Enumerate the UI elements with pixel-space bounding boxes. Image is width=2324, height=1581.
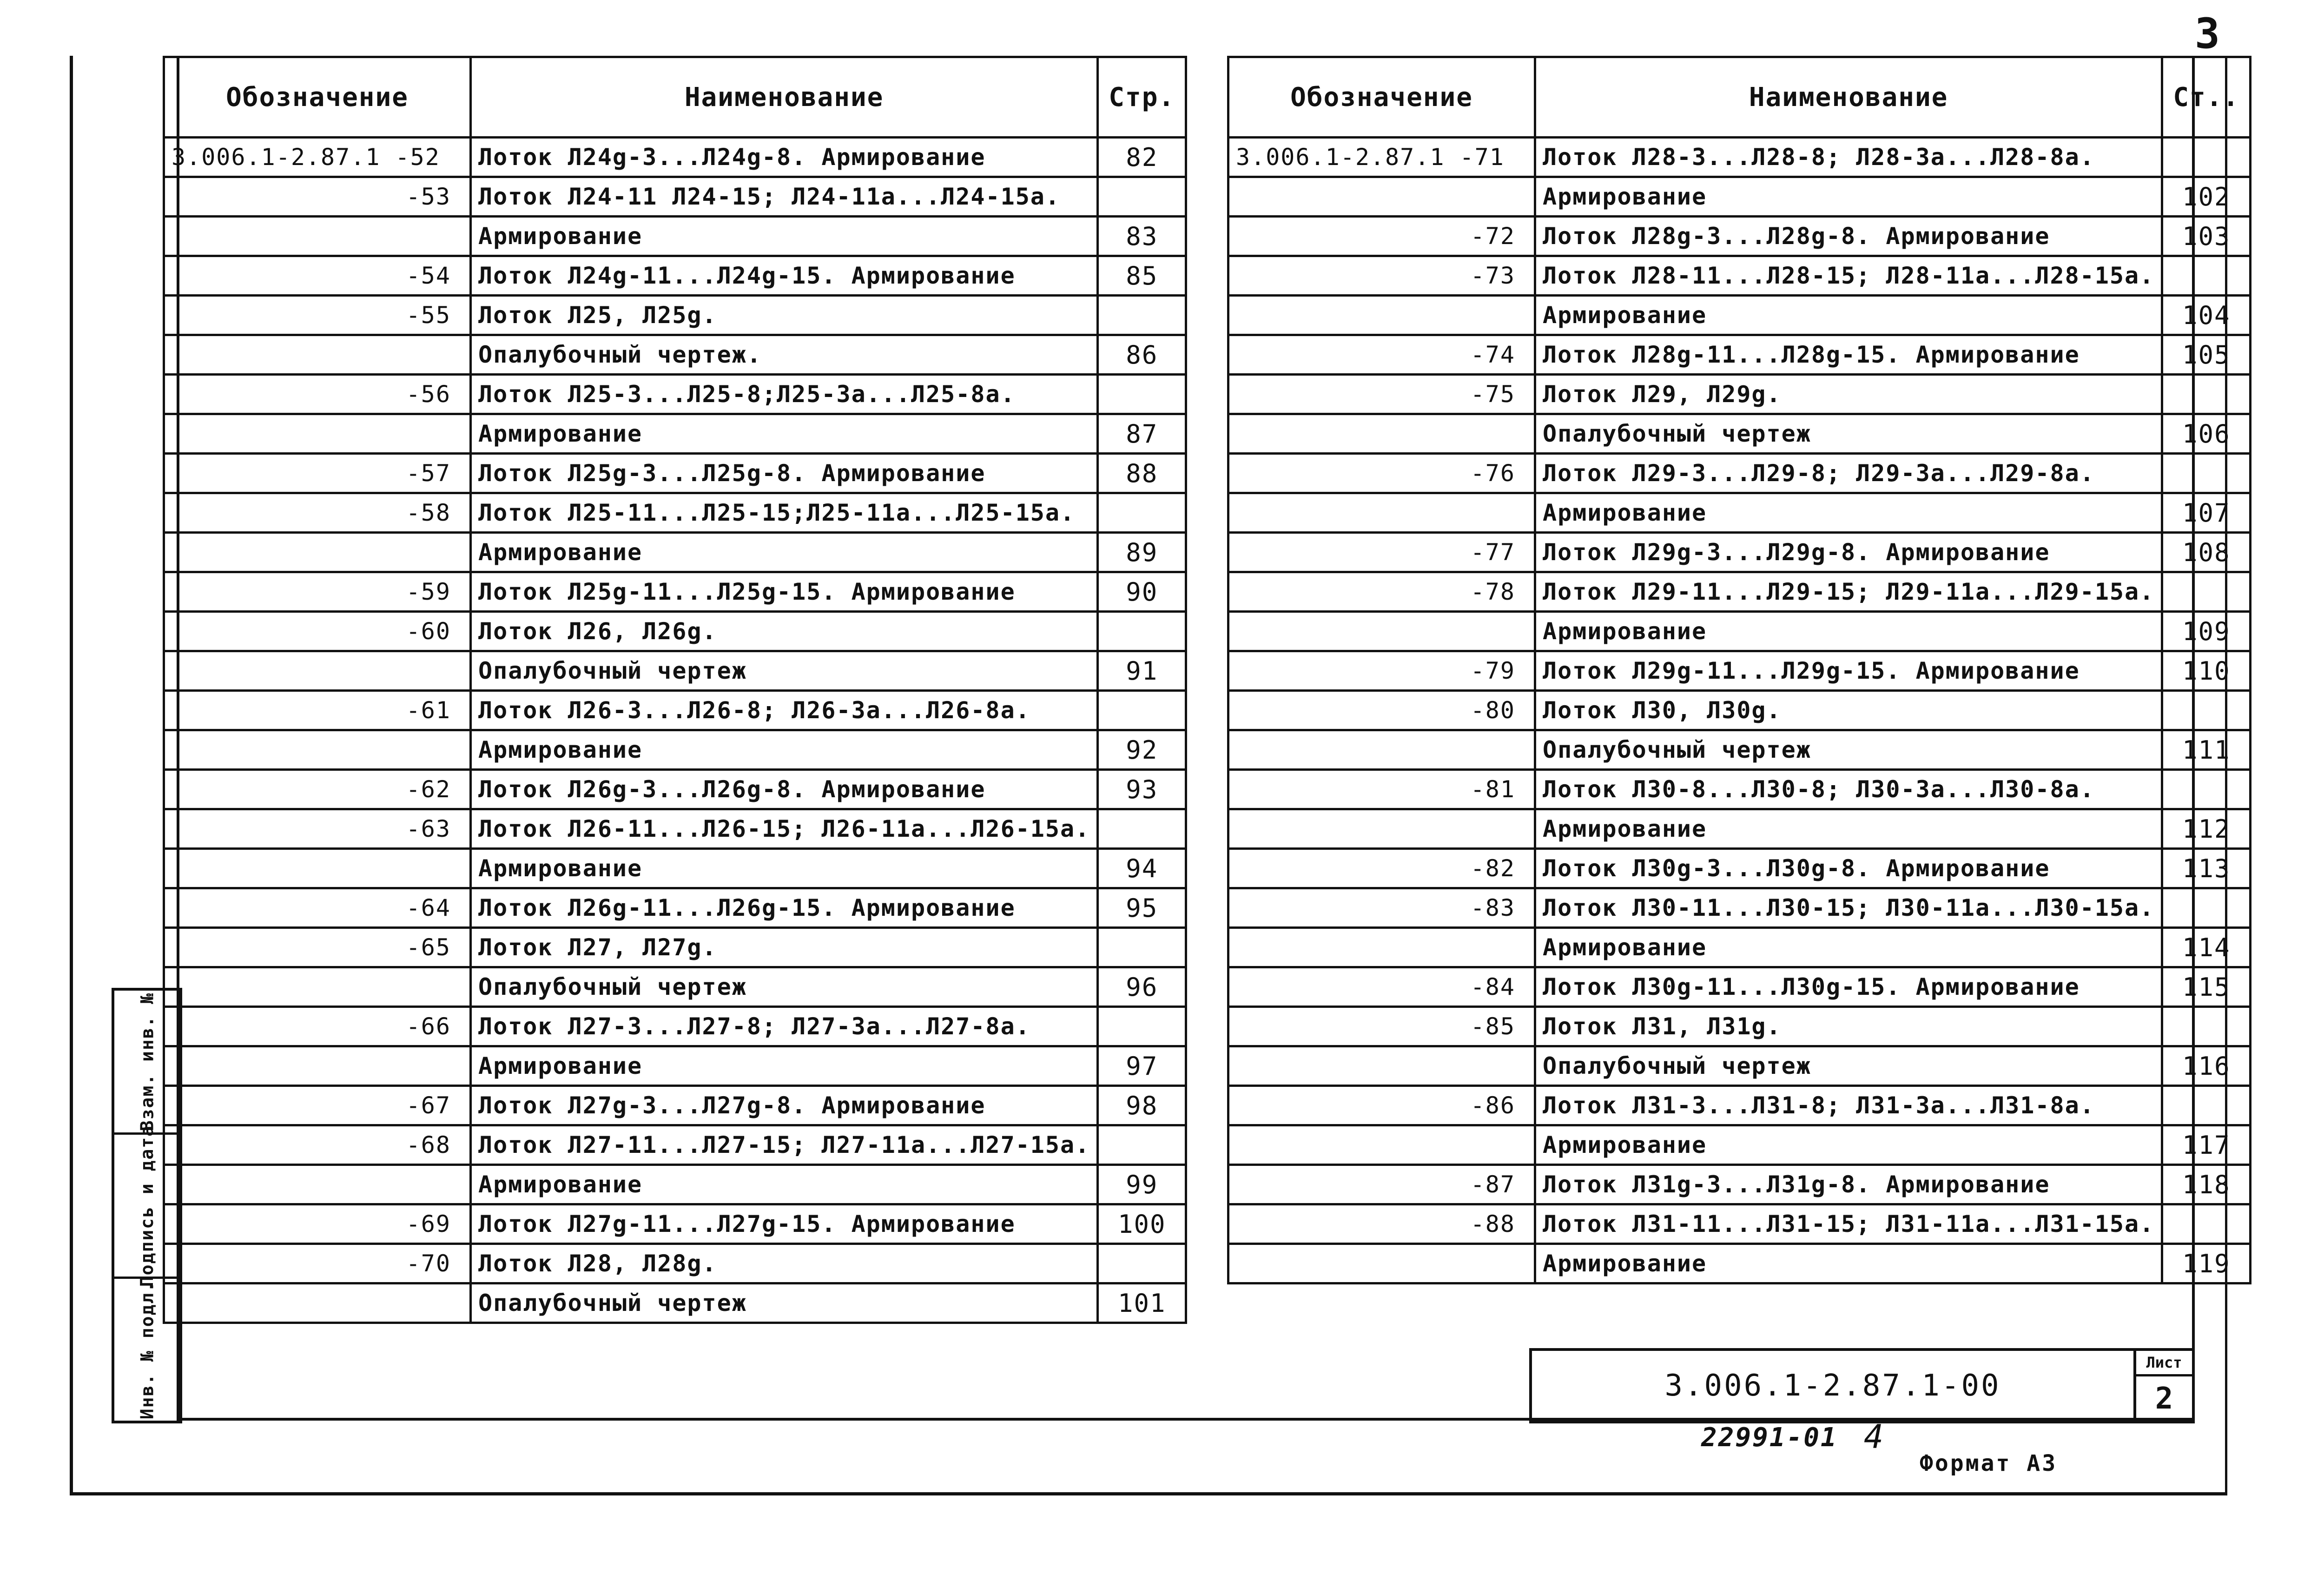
row-code <box>164 849 471 888</box>
row-name: Лоток Л27-11...Л27-15; Л27-11а...Л27-15а. <box>471 1125 1098 1165</box>
row-code: -70 <box>164 1244 471 1283</box>
row-code: -74 <box>1228 335 1535 375</box>
row-code: -73 <box>1228 256 1535 296</box>
row-code <box>1228 928 1535 967</box>
row-page: 111 <box>2162 730 2251 770</box>
row-code <box>1228 1244 1535 1283</box>
stamp-cell-signature-date <box>114 1125 179 1287</box>
row-page: 106 <box>2162 414 2251 454</box>
row-code <box>164 967 471 1007</box>
table-row <box>1228 296 2251 335</box>
row-page: 107 <box>2162 493 2251 533</box>
table-row <box>1228 572 2251 612</box>
table-row <box>164 730 1186 770</box>
stamp-label: Взам. инв. № <box>137 992 158 1131</box>
row-page <box>2162 454 2251 493</box>
row-code <box>1228 1125 1535 1165</box>
row-name: Лоток Л28-3...Л28-8; Л28-3а...Л28-8а. <box>1535 138 2162 177</box>
row-page <box>2162 572 2251 612</box>
table-row <box>164 217 1186 256</box>
row-page: 119 <box>2162 1244 2251 1283</box>
table-row <box>164 256 1186 296</box>
row-code <box>164 217 471 256</box>
row-code: -69 <box>164 1204 471 1244</box>
row-page: 83 <box>1098 217 1186 256</box>
table-row <box>1228 375 2251 414</box>
row-name: Лоток Л27g-3...Л27g-8. Армирование <box>471 1086 1098 1125</box>
row-page: 87 <box>1098 414 1186 454</box>
row-page <box>1098 493 1186 533</box>
table-row <box>1228 493 2251 533</box>
table-row <box>1228 533 2251 572</box>
table-row <box>164 296 1186 335</box>
table-row <box>1228 217 2251 256</box>
row-page: 98 <box>1098 1086 1186 1125</box>
row-code: -58 <box>164 493 471 533</box>
row-page <box>2162 691 2251 730</box>
row-page: 89 <box>1098 533 1186 572</box>
table-row <box>1228 177 2251 217</box>
row-page <box>2162 375 2251 414</box>
row-page: 101 <box>1098 1283 1186 1323</box>
row-page <box>1098 1244 1186 1283</box>
stamp-cell-replaced-inv <box>114 991 179 1135</box>
table-row <box>1228 1204 2251 1244</box>
row-name: Лоток Л28g-3...Л28g-8. Армирование <box>1535 217 2162 256</box>
row-name: Армирование <box>1535 928 2162 967</box>
row-page <box>2162 1007 2251 1046</box>
row-name: Лоток Л30, Л30g. <box>1535 691 2162 730</box>
row-name: Лоток Л24g-11...Л24g-15. Армирование <box>471 256 1098 296</box>
table-row <box>164 1244 1186 1283</box>
row-name: Армирование <box>471 730 1098 770</box>
table-row <box>164 1046 1186 1086</box>
row-page <box>2162 1086 2251 1125</box>
row-page: 105 <box>2162 335 2251 375</box>
row-name: Лоток Л27g-11...Л27g-15. Армирование <box>471 1204 1098 1244</box>
row-name: Армирование <box>1535 493 2162 533</box>
row-page <box>2162 256 2251 296</box>
row-code <box>164 1283 471 1323</box>
row-code: -62 <box>164 770 471 809</box>
row-code: -76 <box>1228 454 1535 493</box>
row-code: -72 <box>1228 217 1535 256</box>
row-code: -60 <box>164 612 471 651</box>
row-name: Лоток Л24g-3...Л24g-8. Армирование <box>471 138 1098 177</box>
row-name: Лоток Л27, Л27g. <box>471 928 1098 967</box>
row-page: 117 <box>2162 1125 2251 1165</box>
table-row <box>164 809 1186 849</box>
row-name: Лоток Л31-3...Л31-8; Л31-3а...Л31-8а. <box>1535 1086 2162 1125</box>
row-name: Опалубочный чертеж <box>1535 414 2162 454</box>
table-row <box>164 572 1186 612</box>
row-page: 99 <box>1098 1165 1186 1204</box>
row-code <box>164 730 471 770</box>
table-row <box>164 1283 1186 1323</box>
row-page: 93 <box>1098 770 1186 809</box>
table-row <box>1228 770 2251 809</box>
row-name: Опалубочный чертеж <box>1535 1046 2162 1086</box>
row-page: 82 <box>1098 138 1186 177</box>
row-name: Армирование <box>471 1165 1098 1204</box>
stamp-cell-original-inv <box>114 1279 179 1421</box>
table-row <box>164 138 1186 177</box>
row-name: Лоток Л25-3...Л25-8;Л25-3а...Л25-8а. <box>471 375 1098 414</box>
row-page <box>2162 1204 2251 1244</box>
row-code: -86 <box>1228 1086 1535 1125</box>
row-page: 118 <box>2162 1165 2251 1204</box>
inventory-mark: 4 <box>1864 1418 1884 1456</box>
row-code: -63 <box>164 809 471 849</box>
row-name: Опалубочный чертеж <box>471 967 1098 1007</box>
table-row <box>1228 809 2251 849</box>
inventory-number: 22991-01 <box>1701 1422 1838 1453</box>
row-code: -83 <box>1228 888 1535 928</box>
row-name: Лоток Л29, Л29g. <box>1535 375 2162 414</box>
row-code <box>164 533 471 572</box>
table-row <box>164 1007 1186 1046</box>
title-block <box>1529 1348 2195 1423</box>
table-row <box>164 454 1186 493</box>
row-page <box>1098 1007 1186 1046</box>
row-code: -53 <box>164 177 471 217</box>
row-name: Опалубочный чертеж <box>471 1283 1098 1323</box>
table-row <box>164 414 1186 454</box>
row-name: Армирование <box>1535 809 2162 849</box>
row-page <box>1098 612 1186 651</box>
table-row <box>1228 967 2251 1007</box>
table-row <box>164 493 1186 533</box>
table-row <box>1228 849 2251 888</box>
row-name: Армирование <box>1535 177 2162 217</box>
row-page: 86 <box>1098 335 1186 375</box>
row-page <box>1098 177 1186 217</box>
row-code: -82 <box>1228 849 1535 888</box>
row-page: 109 <box>2162 612 2251 651</box>
row-name: Лоток Л24-11 Л24-15; Л24-11а...Л24-15а. <box>471 177 1098 217</box>
row-name: Опалубочный чертеж <box>471 651 1098 691</box>
header-page: Стр. <box>1098 57 1186 138</box>
row-code: -65 <box>164 928 471 967</box>
row-name: Лоток Л30-8...Л30-8; Л30-3а...Л30-8а. <box>1535 770 2162 809</box>
row-page: 97 <box>1098 1046 1186 1086</box>
row-page: 116 <box>2162 1046 2251 1086</box>
row-page: 85 <box>1098 256 1186 296</box>
row-page: 92 <box>1098 730 1186 770</box>
row-code: -59 <box>164 572 471 612</box>
row-name: Лоток Л29-3...Л29-8; Л29-3а...Л29-8а. <box>1535 454 2162 493</box>
row-page: 96 <box>1098 967 1186 1007</box>
sheet-box <box>2136 1351 2192 1421</box>
table-row <box>1228 928 2251 967</box>
header-code: Обозначение <box>1228 57 1535 138</box>
row-code <box>1228 296 1535 335</box>
row-name: Лоток Л30g-11...Л30g-15. Армирование <box>1535 967 2162 1007</box>
row-code: -78 <box>1228 572 1535 612</box>
row-page: 90 <box>1098 572 1186 612</box>
table-row <box>164 967 1186 1007</box>
row-page <box>1098 375 1186 414</box>
row-code: -68 <box>164 1125 471 1165</box>
row-name: Армирование <box>1535 1244 2162 1283</box>
row-code: -56 <box>164 375 471 414</box>
table-row <box>164 1086 1186 1125</box>
row-code: -79 <box>1228 651 1535 691</box>
row-name: Лоток Л27-3...Л27-8; Л27-3а...Л27-8а. <box>471 1007 1098 1046</box>
row-code <box>1228 612 1535 651</box>
sheet-top-number: 3 <box>2194 9 2220 58</box>
table-row <box>1228 454 2251 493</box>
row-page <box>2162 770 2251 809</box>
row-page: 88 <box>1098 454 1186 493</box>
row-name: Лоток Л29g-11...Л29g-15. Армирование <box>1535 651 2162 691</box>
table-row <box>1228 1244 2251 1283</box>
row-code: 3.006.1-2.87.1 -52 <box>164 138 471 177</box>
row-page <box>1098 809 1186 849</box>
row-page: 108 <box>2162 533 2251 572</box>
row-code: -61 <box>164 691 471 730</box>
row-name: Лоток Л25-11...Л25-15;Л25-11а...Л25-15а. <box>471 493 1098 533</box>
row-code <box>1228 493 1535 533</box>
table-row <box>164 1165 1186 1204</box>
row-name: Лоток Л25, Л25g. <box>471 296 1098 335</box>
row-name: Опалубочный чертеж. <box>471 335 1098 375</box>
row-name: Опалубочный чертеж <box>1535 730 2162 770</box>
row-name: Лоток Л31, Л31g. <box>1535 1007 2162 1046</box>
row-name: Лоток Л25g-11...Л25g-15. Армирование <box>471 572 1098 612</box>
row-page <box>1098 296 1186 335</box>
table-row <box>1228 888 2251 928</box>
row-page <box>2162 138 2251 177</box>
row-name: Лоток Л30g-3...Л30g-8. Армирование <box>1535 849 2162 888</box>
table-row <box>164 1204 1186 1244</box>
row-page <box>1098 1125 1186 1165</box>
table-row <box>1228 1086 2251 1125</box>
table-row <box>1228 256 2251 296</box>
row-code <box>164 414 471 454</box>
row-code: -67 <box>164 1086 471 1125</box>
row-page <box>1098 691 1186 730</box>
table-row <box>1228 414 2251 454</box>
row-code: -84 <box>1228 967 1535 1007</box>
row-name: Армирование <box>1535 612 2162 651</box>
row-page: 91 <box>1098 651 1186 691</box>
row-code <box>164 335 471 375</box>
row-page: 112 <box>2162 809 2251 849</box>
row-name: Лоток Л26g-3...Л26g-8. Армирование <box>471 770 1098 809</box>
right-spec-table <box>1227 56 2251 1284</box>
document-designation: 3.006.1-2.87.1-00 <box>1532 1351 2136 1421</box>
table-row <box>1228 1007 2251 1046</box>
row-code: -85 <box>1228 1007 1535 1046</box>
row-page: 104 <box>2162 296 2251 335</box>
table-row <box>164 651 1186 691</box>
header-page: Ст.. <box>2162 57 2251 138</box>
row-code: -55 <box>164 296 471 335</box>
table-header-row <box>164 57 1186 138</box>
table-row <box>164 691 1186 730</box>
row-name: Лоток Л26-3...Л26-8; Л26-3а...Л26-8а. <box>471 691 1098 730</box>
table-row <box>1228 1125 2251 1165</box>
table-row <box>1228 730 2251 770</box>
row-name: Лоток Л29-11...Л29-15; Л29-11а...Л29-15а. <box>1535 572 2162 612</box>
row-page: 100 <box>1098 1204 1186 1244</box>
row-name: Лоток Л26g-11...Л26g-15. Армирование <box>471 888 1098 928</box>
row-name: Лоток Л26, Л26g. <box>471 612 1098 651</box>
sheet-value: 2 <box>2155 1381 2173 1416</box>
table-row <box>164 612 1186 651</box>
row-code <box>1228 177 1535 217</box>
row-page: 115 <box>2162 967 2251 1007</box>
row-code: -64 <box>164 888 471 928</box>
row-name: Армирование <box>1535 1125 2162 1165</box>
row-name: Армирование <box>1535 296 2162 335</box>
left-spec-table <box>163 56 1187 1324</box>
row-code: -87 <box>1228 1165 1535 1204</box>
table-row <box>1228 1165 2251 1204</box>
row-page <box>2162 888 2251 928</box>
table-row <box>164 375 1186 414</box>
table-header-row <box>1228 57 2251 138</box>
row-name: Лоток Л31-11...Л31-15; Л31-11а...Л31-15а. <box>1535 1204 2162 1244</box>
side-stamp <box>112 988 182 1423</box>
row-code: -75 <box>1228 375 1535 414</box>
table-row <box>164 533 1186 572</box>
row-code: -81 <box>1228 770 1535 809</box>
table-row <box>164 1125 1186 1165</box>
table-row <box>1228 1046 2251 1086</box>
table-row <box>164 849 1186 888</box>
table-row <box>164 888 1186 928</box>
row-name: Лоток Л28-11...Л28-15; Л28-11а...Л28-15а. <box>1535 256 2162 296</box>
row-page: 103 <box>2162 217 2251 256</box>
row-code: -57 <box>164 454 471 493</box>
row-page: 113 <box>2162 849 2251 888</box>
row-name: Лоток Л29g-3...Л29g-8. Армирование <box>1535 533 2162 572</box>
table-row <box>164 177 1186 217</box>
row-name: Армирование <box>471 414 1098 454</box>
row-code <box>1228 1046 1535 1086</box>
table-row <box>1228 691 2251 730</box>
row-code: -80 <box>1228 691 1535 730</box>
row-page: 114 <box>2162 928 2251 967</box>
row-name: Лоток Л28g-11...Л28g-15. Армирование <box>1535 335 2162 375</box>
header-name: Наименование <box>471 57 1098 138</box>
table-row <box>1228 651 2251 691</box>
row-page <box>1098 928 1186 967</box>
header-name: Наименование <box>1535 57 2162 138</box>
stamp-label: Инв. № подл. <box>137 1280 158 1419</box>
right-table-body <box>1228 138 2251 1283</box>
row-code <box>164 1165 471 1204</box>
row-page: 94 <box>1098 849 1186 888</box>
left-table-body <box>164 138 1186 1323</box>
header-code: Обозначение <box>164 57 471 138</box>
table-row <box>1228 612 2251 651</box>
row-name: Армирование <box>471 217 1098 256</box>
row-code: -54 <box>164 256 471 296</box>
row-name: Армирование <box>471 533 1098 572</box>
format-label: Формат А3 <box>1920 1450 2058 1476</box>
row-name: Армирование <box>471 1046 1098 1086</box>
row-code <box>1228 809 1535 849</box>
table-row <box>164 770 1186 809</box>
row-code <box>164 651 471 691</box>
row-page: 110 <box>2162 651 2251 691</box>
row-name: Лоток Л31g-3...Л31g-8. Армирование <box>1535 1165 2162 1204</box>
table-row <box>1228 335 2251 375</box>
sheet-label: Лист <box>2136 1351 2192 1376</box>
row-name: Лоток Л26-11...Л26-15; Л26-11а...Л26-15а. <box>471 809 1098 849</box>
table-row <box>164 335 1186 375</box>
row-page: 102 <box>2162 177 2251 217</box>
table-row <box>164 928 1186 967</box>
row-code <box>1228 730 1535 770</box>
row-code: -88 <box>1228 1204 1535 1244</box>
row-page: 95 <box>1098 888 1186 928</box>
row-name: Армирование <box>471 849 1098 888</box>
row-code: -66 <box>164 1007 471 1046</box>
row-code: -77 <box>1228 533 1535 572</box>
row-name: Лоток Л30-11...Л30-15; Л30-11а...Л30-15а. <box>1535 888 2162 928</box>
row-code: 3.006.1-2.87.1 -71 <box>1228 138 1535 177</box>
stamp-label: Подпись и дата <box>137 1125 158 1287</box>
row-name: Лоток Л25g-3...Л25g-8. Армирование <box>471 454 1098 493</box>
row-name: Лоток Л28, Л28g. <box>471 1244 1098 1283</box>
row-code <box>164 1046 471 1086</box>
row-code <box>1228 414 1535 454</box>
table-row <box>1228 138 2251 177</box>
